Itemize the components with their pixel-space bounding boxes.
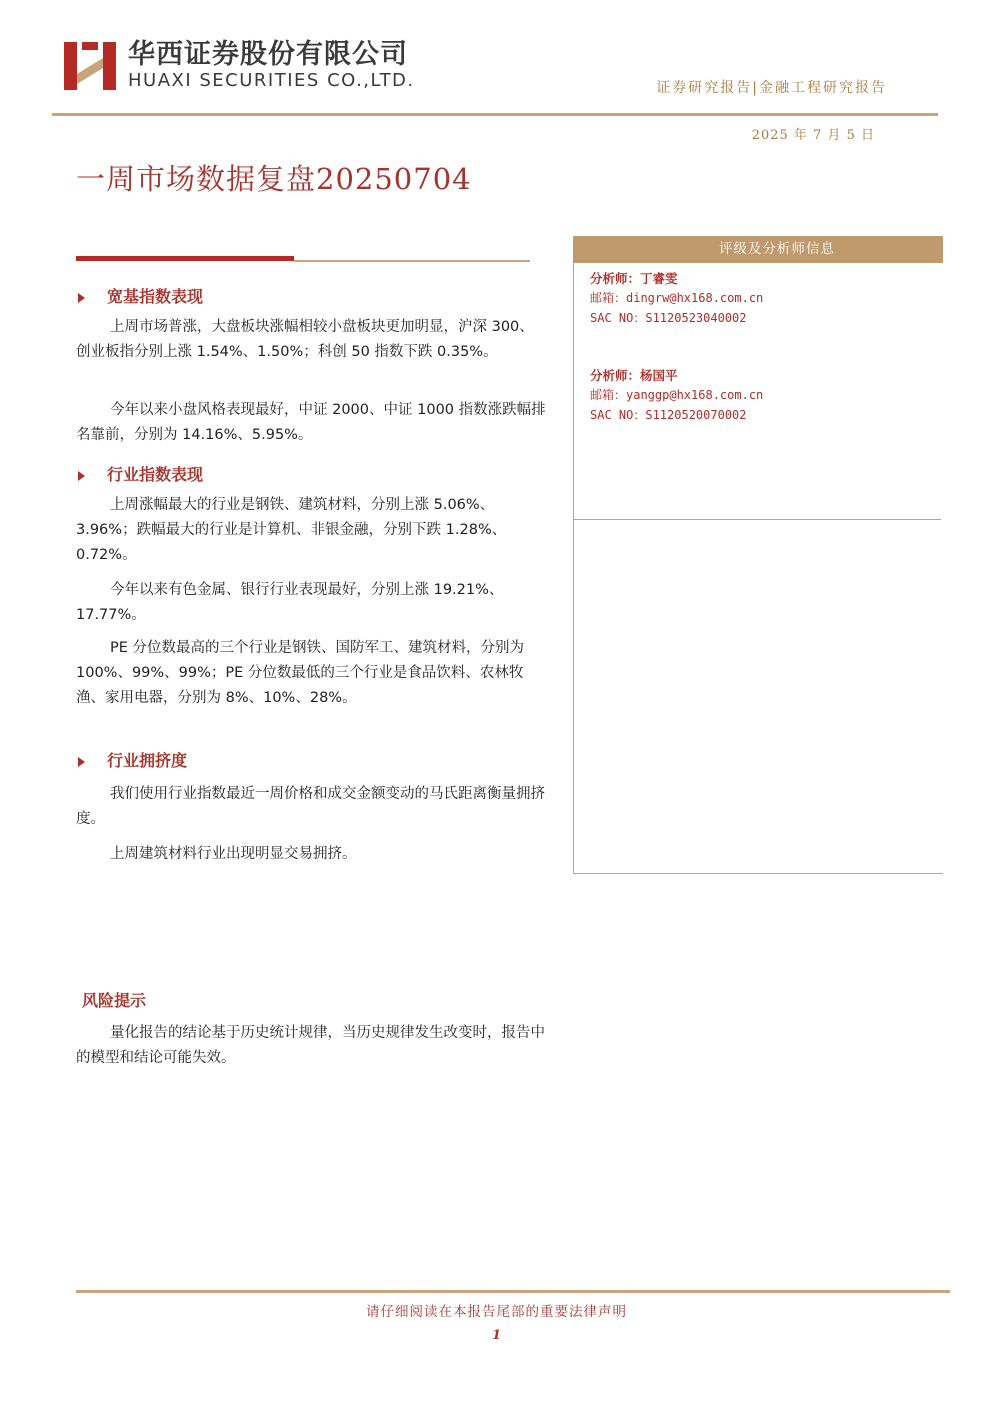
analyst-sac: SAC NO：S1120520070002 [590, 408, 747, 422]
page-number: 1 [491, 1328, 502, 1343]
sidebar-divider [574, 519, 941, 520]
analyst-sac: SAC NO：S1120523040002 [590, 311, 747, 325]
triangle-bullet-icon [78, 471, 85, 481]
section-heading-industry-index: 行业指数表现 [76, 462, 203, 485]
section-heading-risk: 风险提示 [82, 991, 147, 1010]
paragraph: PE 分位数最高的三个行业是钢铁、国防军工、建筑材料，分别为 100%、99%、99%；PE 分位数最低的三个行业是食品饮料、农林牧渔、家用电器，分别为 8%、10%、28%。 [76, 640, 525, 706]
section-heading-broad-index: 宽基指数表现 [76, 284, 203, 307]
paragraph: 我们使用行业指数最近一周价格和成交金额变动的马氏距离衡量拥挤度。 [76, 786, 545, 827]
huaxi-logo-mark [62, 38, 118, 94]
analyst-info-panel [573, 236, 943, 874]
company-name-cn: 华西证券股份有限公司 [128, 39, 408, 70]
section-heading-crowding: 行业拥挤度 [76, 748, 187, 771]
report-type: 证券研究报告|金融工程研究报告 [656, 80, 887, 96]
company-name-en: HUAXI SECURITIES CO.,LTD. [128, 70, 415, 91]
analyst-name: 分析师：杨国平 [590, 368, 678, 383]
analyst-email: 邮箱：dingrw@hx168.com.cn [590, 291, 764, 305]
legal-disclaimer-note: 请仔细阅读在本报告尾部的重要法律声明 [366, 1304, 627, 1320]
analyst-name: 分析师：丁睿雯 [590, 271, 678, 286]
triangle-bullet-icon [78, 757, 85, 767]
section-divider [294, 260, 530, 262]
analyst-info-heading: 评级及分析师信息 [573, 236, 943, 263]
paragraph: 上周涨幅最大的行业是钢铁、建筑材料，分别上涨 5.06%、3.96%；跌幅最大的行业是计算机、非银金融，分别下跌 1.28%、0.72%。 [76, 497, 507, 563]
header-divider [52, 113, 938, 116]
section-accent-bar [76, 256, 294, 261]
report-date: 2025 年 7 月 5 日 [751, 128, 875, 143]
paragraph: 今年以来有色金属、银行行业表现最好，分别上涨 19.21%、17.77%。 [76, 582, 504, 623]
paragraph: 上周建筑材料行业出现明显交易拥挤。 [110, 846, 357, 862]
report-title: 一周市场数据复盘20250704 [76, 162, 472, 196]
paragraph: 量化报告的结论基于历史统计规律，当历史规律发生改变时，报告中的模型和结论可能失效。 [76, 1025, 545, 1066]
paragraph: 今年以来小盘风格表现最好，中证 2000、中证 1000 指数涨跌幅排名靠前，分别为 14.16%、5.95%。 [76, 402, 546, 443]
footer-divider [76, 1290, 950, 1293]
triangle-bullet-icon [78, 293, 85, 303]
paragraph: 上周市场普涨，大盘板块涨幅相较小盘板块更加明显，沪深 300、创业板指分别上涨 1.54%、1.50%；科创 50 指数下跌 0.35%。 [76, 319, 534, 360]
analyst-email: 邮箱：yanggp@hx168.com.cn [590, 388, 764, 402]
